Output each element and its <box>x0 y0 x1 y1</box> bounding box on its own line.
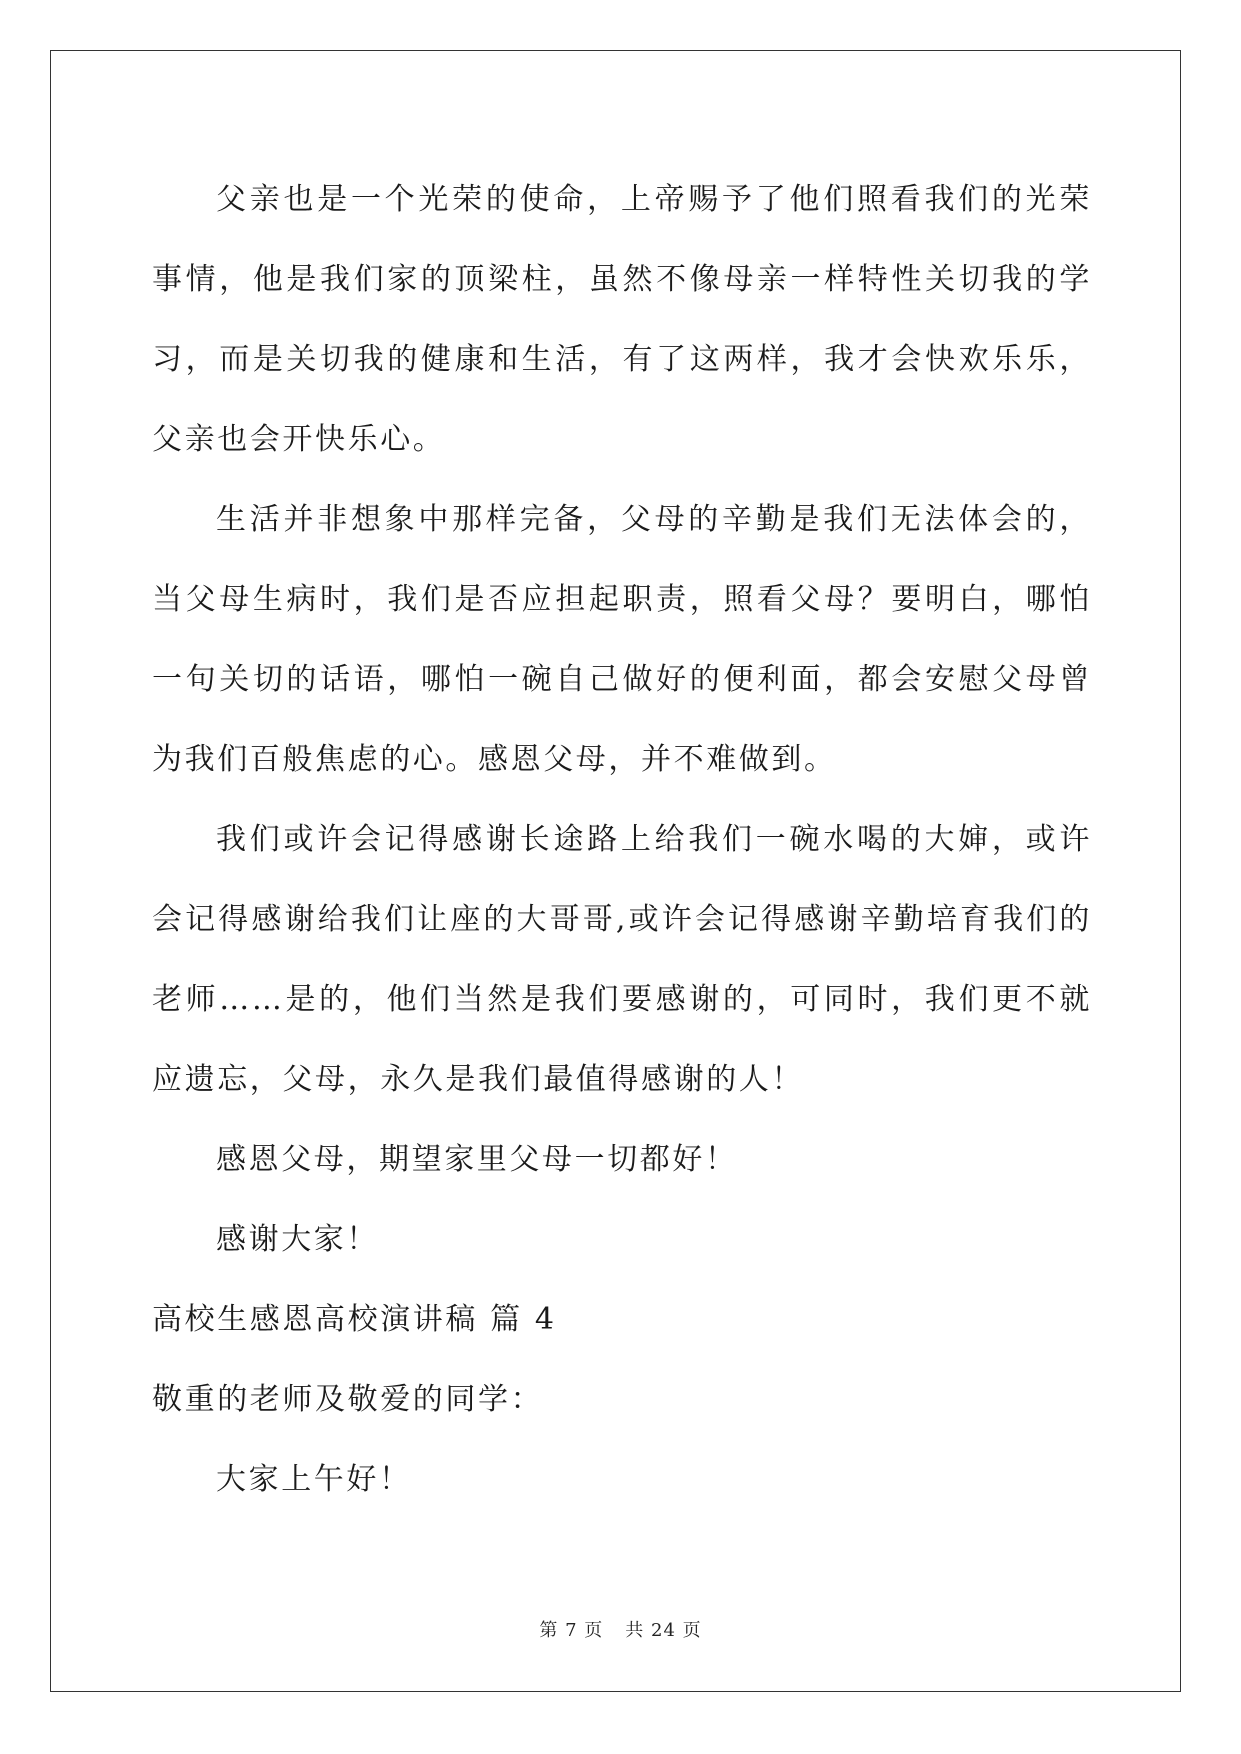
paragraph-wish: 感恩父母，期望家里父母一切都好！ <box>216 1142 738 1177</box>
page-footer <box>0 1616 1241 1642</box>
page-total: 共 24 页 <box>625 1620 702 1641</box>
section-heading: 高校生感恩高校演讲稿 篇 4 <box>152 1302 557 1337</box>
salutation: 敬重的老师及敬爱的同学： <box>152 1382 544 1417</box>
paragraph-gratitude: 我们或许会记得感谢长途路上给我们一碗水喝的大婶，或许会记得感谢给我们让座的大哥哥,或许会记得感谢辛勤培育我们的老师……是的，他们当然是我们要感谢的，可同时，我们更不就应遗忘，父母，永久是我们最值得感谢的人！ <box>152 822 1092 1097</box>
paragraph-thanks: 感谢大家！ <box>216 1222 379 1257</box>
greeting: 大家上午好！ <box>216 1462 412 1497</box>
paragraph-father: 父亲也是一个光荣的使命，上帝赐予了他们照看我们的光荣事情，他是我们家的顶梁柱，虽然不像母亲一样特性关切我的学习，而是关切我的健康和生活，有了这两样，我才会快欢乐乐，父亲也会开快乐心。 <box>152 182 1092 457</box>
page-number: 第 7 页 <box>539 1620 604 1641</box>
document-body <box>152 160 1092 1520</box>
paragraph-life: 生活并非想象中那样完备，父母的辛勤是我们无法体会的，当父母生病时，我们是否应担起职责，照看父母？要明白，哪怕一句关切的话语，哪怕一碗自己做好的便利面，都会安慰父母曾为我们百般焦虑的心。感恩父母，并不难做到。 <box>152 502 1092 777</box>
